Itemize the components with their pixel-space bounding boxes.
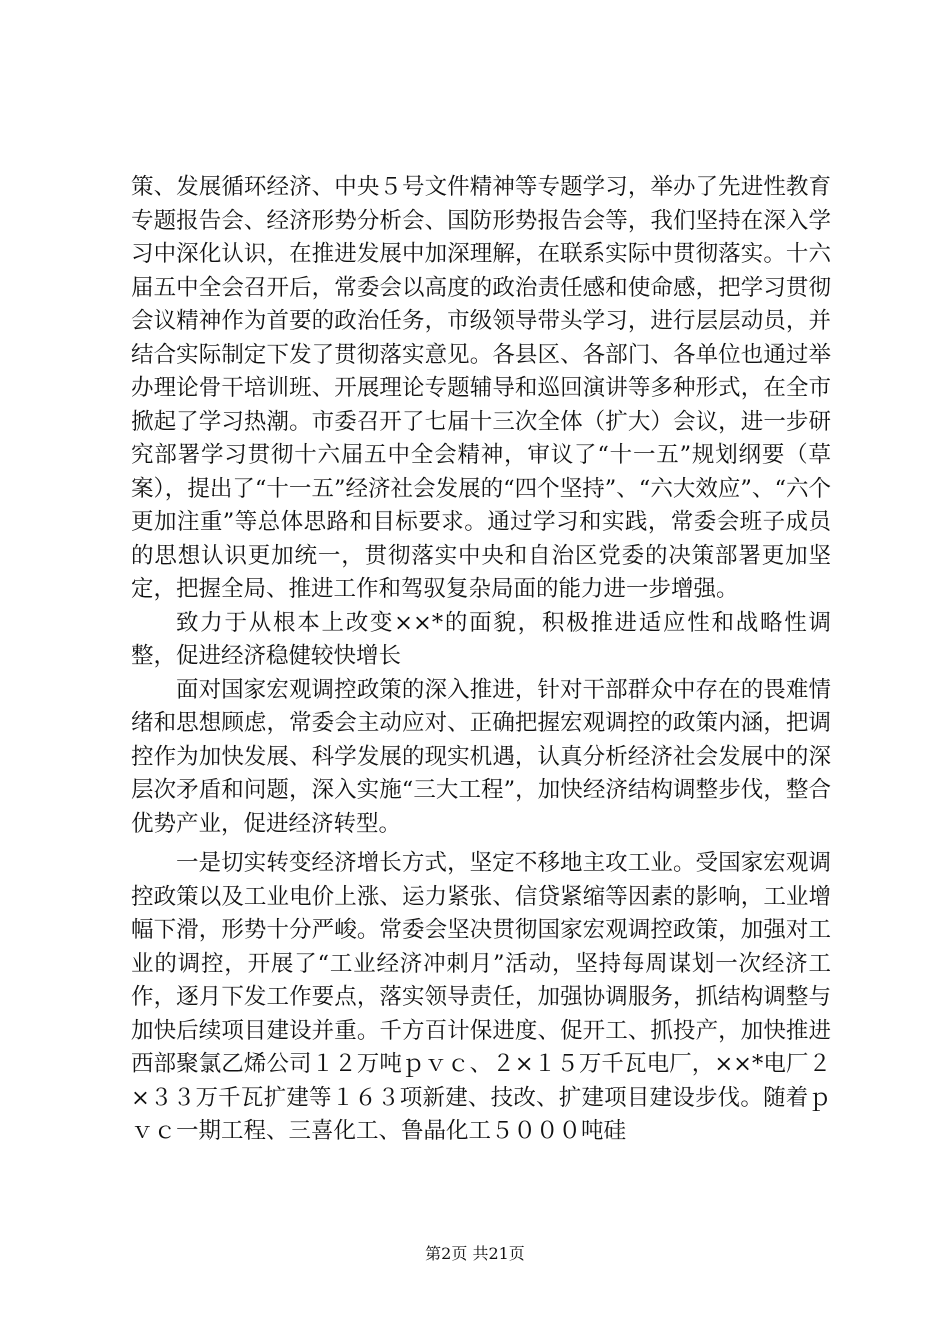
paragraph-2-heading: 致力于从根本上改变××*的面貌，积极推进适应性和战略性调整，促进经济稳健较快增长 [131,609,831,669]
page-number-footer: 第2页 共21页 [425,1244,525,1263]
paragraph-3: 面对国家宏观调控政策的深入推进，针对干部群众中存在的畏难情绪和思想顾虑，常委会主动应对、正确把握宏观调控的政策内涵，把调控作为加快发展、科学发展的现实机遇，认真分析经济社会发展中的深层次矛盾和问题，深入实施“三大工程”，加快经济结构调整步伐，整合优势产业，促进经济转型。 [131,676,831,837]
paragraph-4: 一是切实转变经济增长方式，坚定不移地主攻工业。受国家宏观调控政策以及工业电价上涨、运力紧张、信贷紧缩等因素的影响，工业增幅下滑，形势十分严峻。常委会坚决贯彻国家宏观调控政策，加强对工业的调控，开展了“工业经济冲刺月”活动，坚持每周谋划一次经济工作，逐月下发工作要点，落实领导责任，加强协调服务，抓结构调整与加快后续项目建设并重。千方百计保进度、促开工、抓投产，加快推进西部聚氯乙烯公司１２万吨ｐｖｃ、２×１５万千瓦电厂，××*电厂２×３３万千瓦扩建等１６３项新建、技改、扩建项目建设步伐。随着ｐｖｃ一期工程、三喜化工、鲁晶化工５０００吨硅 [131,850,831,1144]
document-body [131,171,831,1149]
paragraph-1: 策、发展循环经济、中央５号文件精神等专题学习，举办了先进性教育专题报告会、经济形势分析会、国防形势报告会等，我们坚持在深入学习中深化认识，在推进发展中加深理解，在联系实际中贯彻落实。十六届五中全会召开后，常委会以高度的政治责任感和使命感，把学习贯彻会议精神作为首要的政治任务，市级领导带头学习，进行层层动员，并结合实际制定下发了贯彻落实意见。各县区、各部门、各单位也通过举办理论骨干培训班、开展理论专题辅导和巡回演讲等多种形式，在全市掀起了学习热潮。市委召开了七届十三次全体（扩大）会议，进一步研究部署学习贯彻十六届五中全会精神，审议了“十一五”规划纲要（草案），提出了“十一五”经济社会发展的“四个坚持”、“六大效应”、“六个更加注重”等总体思路和目标要求。通过学习和实践，常委会班子成员的思想认识更加统一，贯彻落实中央和自治区党委的决策部署更加坚定，把握全局、推进工作和驾驭复杂局面的能力进一步增强。 [131,174,831,602]
